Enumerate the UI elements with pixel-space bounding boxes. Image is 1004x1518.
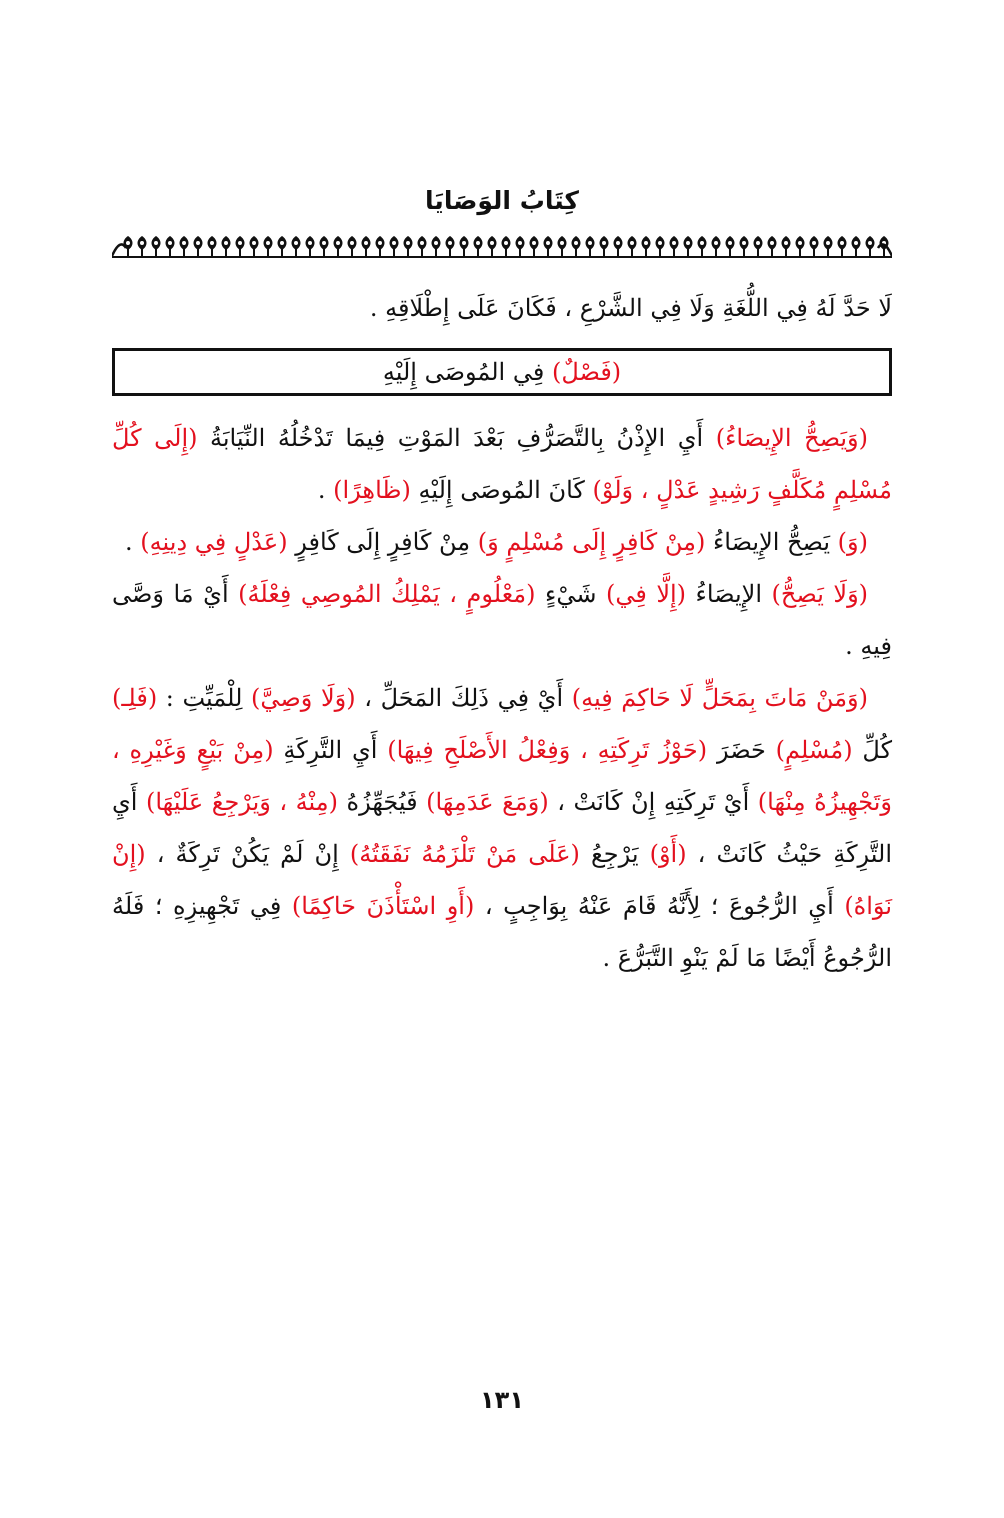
matn-text: (وَلَا يَصِحُّ) — [771, 580, 869, 608]
sharh-text: أَيْ تَرِكَتِهِ إِنْ كَانَتْ ، — [548, 788, 758, 816]
matn-text: (عَلَى مَنْ تَلْزَمُهُ نَفَقَتُهُ) — [349, 840, 580, 868]
sharh-text: فِي تَجْهِيزِهِ ؛ فَلَهُ الرُّجُوعُ أَيْضًا مَا لَمْ يَنْوِ التَّبَرُّعَ . — [112, 892, 892, 972]
matn-text: (مِنْهُ ، وَيَرْجِعُ عَلَيْهَا) — [145, 788, 338, 816]
sharh-text: . — [125, 528, 141, 556]
sharh-text: يَرْجِعُ — [579, 840, 650, 868]
matn-text: (مِنْ بَيْعٍ وَغَيْرِهِ ، وَتَجْهِيزُهُ مِنْهَا) — [112, 736, 893, 816]
paragraph-1 — [112, 412, 892, 516]
section-heading-box — [112, 348, 892, 396]
matn-text: (وَمَنْ مَاتَ بِمَحَلٍّ لَا حَاكِمَ فِيهِ) — [571, 684, 869, 712]
sharh-text: يَصِحُّ الإِيصَاءُ — [705, 528, 838, 556]
matn-text: (وَمَعَ عَدَمِهَا) — [426, 788, 549, 816]
sharh-text: فَيُجَهِّزُهُ — [337, 788, 427, 816]
sharh-text: كُلِّ — [852, 736, 893, 764]
matn-text: (وَ) — [837, 528, 868, 556]
sharh-text: أَيِ التَّرِكَةِ — [273, 736, 388, 764]
matn-text: (أَوِ اسْتَأْذَنَ حَاكِمًا) — [291, 892, 475, 920]
paragraph-2 — [112, 516, 892, 568]
sharh-text: مِنْ كَافِرٍ إِلَى كَافِرٍ — [287, 528, 478, 556]
matn-text: (أَوْ) — [649, 840, 687, 868]
matn-text: (عَدْلٍ فِي دِينِهِ) — [140, 528, 288, 556]
page-number: ١٣١ — [480, 1386, 524, 1414]
sharh-text: إِنْ لَمْ يَكُنْ تَرِكَةٌ ، — [145, 840, 350, 868]
matn-text: (ظَاهِرًا) — [333, 476, 411, 504]
page-body — [112, 282, 892, 984]
matn-text: (إِنْ نَوَاهُ) — [112, 840, 892, 920]
matn-text: (مَعْلُومٍ ، يَمْلِكُ المُوصِي فِعْلَهُ) — [238, 580, 536, 608]
sharh-text: أَيِ الرُّجُوعَ ؛ لِأَنَّهُ قَامَ عَنْهُ بِوَاجِبٍ ، — [474, 892, 845, 920]
floral-border-icon — [112, 232, 892, 260]
sharh-text: أَيِ التَّرِكَةِ حَيْثُ كَانَتْ ، — [112, 788, 893, 868]
sharh-text: . — [317, 476, 334, 504]
matn-text: (وَيَصِحُّ الإِيصَاءُ) — [715, 424, 869, 452]
sharh-text: كَانَ المُوصَى إِلَيْهِ — [410, 476, 593, 504]
chapter-title: كِتَابُ الوَصَايَا — [425, 186, 579, 215]
sharh-text: حَضَرَ — [707, 736, 776, 764]
sharh-text: شَيْءٍ — [535, 580, 606, 608]
matn-text: (إِلَى كُلِّ مُسْلِمٍ مُكَلَّفٍ رَشِيدٍ عَدْلٍ ، وَلَوْ) — [112, 424, 892, 504]
sharh-text: الإِيصَاءُ — [686, 580, 772, 608]
matn-text: (إِلَّا فِي) — [605, 580, 687, 608]
section-marker: (فَصْلٌ) — [551, 358, 622, 386]
matn-text: (وَلَا وَصِيَّ) — [251, 684, 356, 712]
matn-text: (حَوْزُ تَرِكَتِهِ ، وَفِعْلُ الأَصْلَحِ فِيهَا) — [387, 736, 708, 764]
intro-text: لَا حَدَّ لَهُ فِي اللُّغَةِ وَلَا فِي الشَّرْعِ ، فَكَانَ عَلَى إِطْلَاقِهِ . — [369, 294, 892, 322]
matn-text: (مِنْ كَافِرٍ إِلَى مُسْلِمٍ وَ) — [477, 528, 706, 556]
sharh-text: أَيِ الإِذْنُ بِالتَّصَرُّفِ بَعْدَ المَوْتِ فِيمَا تَدْخُلُهُ النِّيَابَةُ — [197, 424, 716, 452]
sharh-text: لِلْمَيِّتِ : — [157, 684, 252, 712]
sharh-text: أَيْ مَا وَصَّى فِيهِ . — [112, 580, 892, 660]
sharh-text: أَيْ فِي ذَلِكَ المَحَلِّ ، — [355, 684, 572, 712]
matn-text: (مُسْلِمٍ) — [775, 736, 853, 764]
paragraph-3 — [112, 568, 892, 672]
paragraph-4 — [112, 672, 892, 984]
matn-text: (فَلِـ) — [112, 684, 158, 712]
section-title: فِي المُوصَى إِلَيْهِ — [382, 358, 545, 386]
